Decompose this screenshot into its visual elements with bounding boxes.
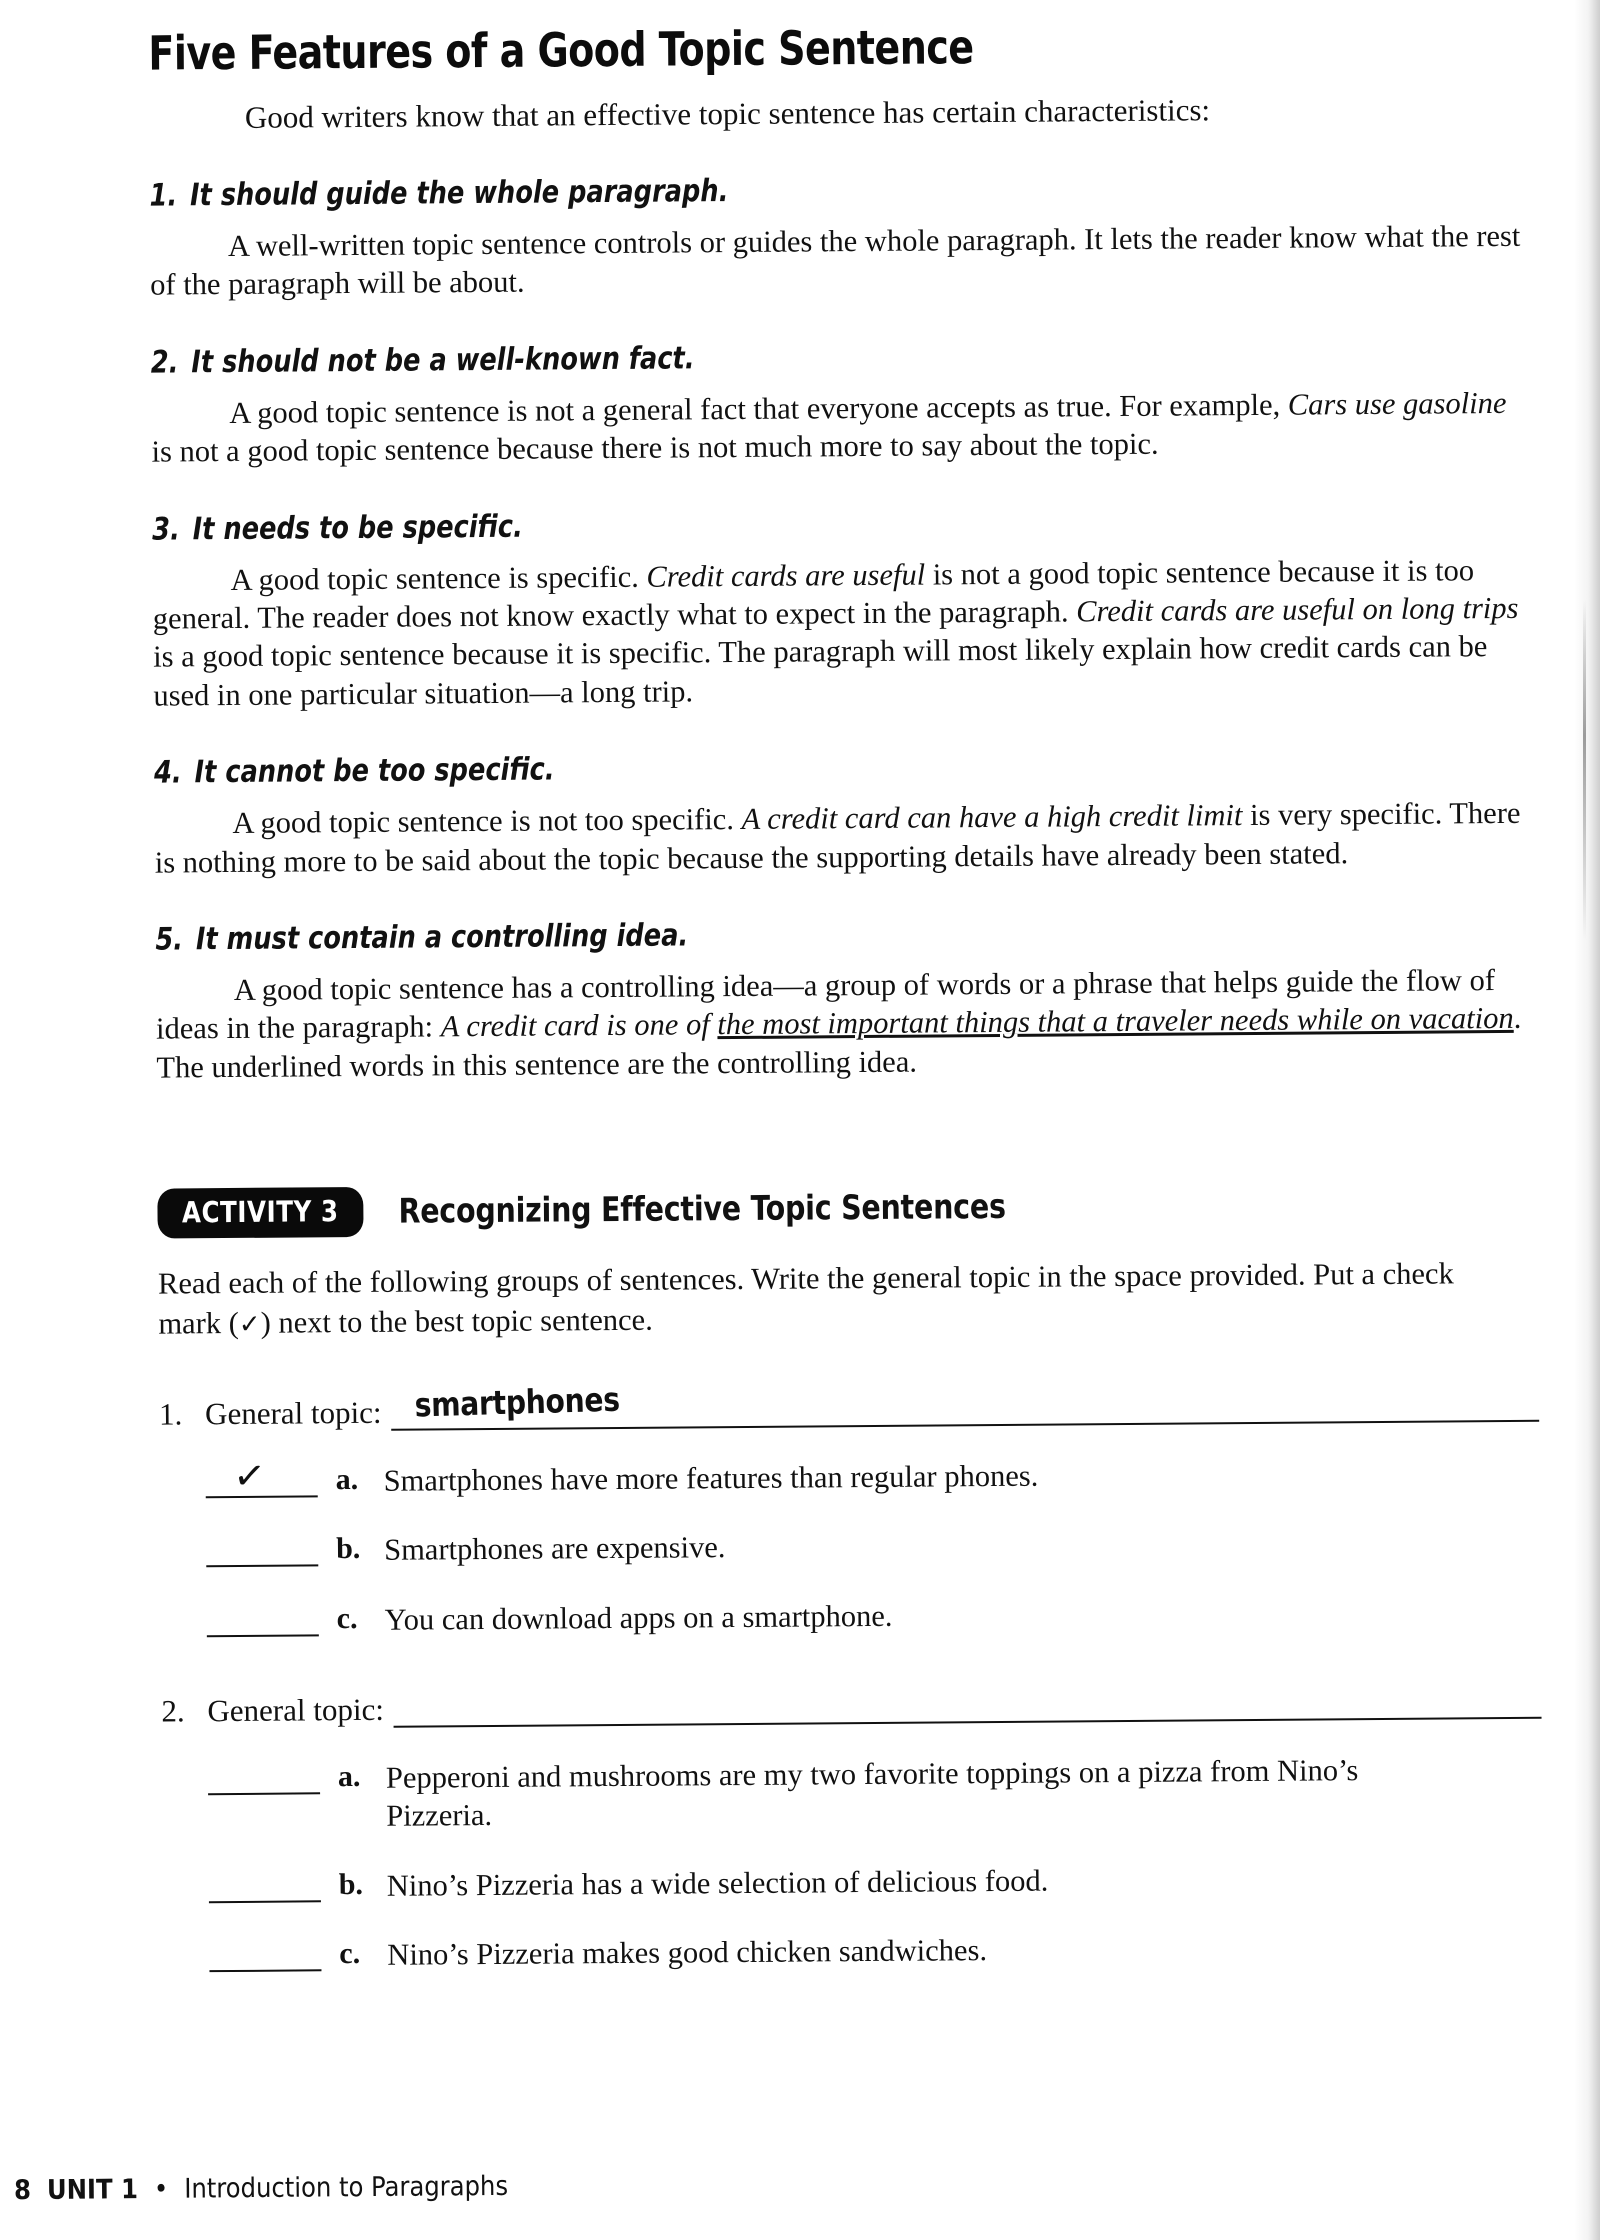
example-phrase-italic: Cars use gasoline: [1287, 385, 1507, 422]
choice-row: [163, 1926, 1543, 1977]
exercise-1-topic-row: [159, 1379, 1539, 1432]
exercise-2-number: 2.: [161, 1693, 185, 1729]
choice-1c-checkbox-line[interactable]: [207, 1601, 319, 1638]
instructions-part-1: Read each of the following groups of sentences. Write the general topic in the space provided. Put a check mark (: [157, 1256, 1454, 1341]
feature-2-body: A good topic sentence is not a general fact that everyone accepts as true. For example, Cars use gasoline is not a good topic sentence because there is not much more to say about the topic.: [151, 385, 1507, 469]
feature-4-number: 4.: [153, 754, 182, 791]
choice-row: [161, 1591, 1541, 1642]
choice-2a-checkbox-line[interactable]: [208, 1758, 320, 1795]
choice-1b-checkbox-line[interactable]: [206, 1531, 318, 1568]
example-phrase-italic: A credit card is one of: [440, 1007, 718, 1044]
check-mark-icon: ✓: [238, 1309, 261, 1340]
feature-4-heading: [154, 745, 1424, 791]
first-line-indent: [150, 256, 228, 257]
choice-row: [159, 1451, 1539, 1502]
choice-1b-text: Smartphones are expensive.: [384, 1530, 726, 1568]
intro-paragraph: Good writers know that an effective topic sentence has certain characteristics:: [244, 92, 1211, 135]
feature-5-heading-text: It must contain a controlling idea.: [195, 917, 689, 958]
first-line-indent: [156, 1000, 234, 1001]
choice-2c-checkbox-line[interactable]: [209, 1936, 321, 1973]
page-title: Five Features of a Good Topic Sentence: [148, 20, 974, 82]
feature-3-body: A good topic sentence is specific. Credit cards are useful is not a good topic sentence because it is too general. The reader does not know exactly what to expect in the paragraph. Credit cards are useful on long trips is a good topic sentence because it is specific. The paragraph will most likely explain how credit cards can be used in one particular situation—a long trip.: [152, 552, 1519, 713]
example-phrase-italic: Credit cards are useful: [646, 557, 926, 594]
feature-block-5: [155, 911, 1536, 1087]
choice-2b-text: Nino’s Pizzeria has a wide selection of delicious food.: [386, 1863, 1049, 1903]
scan-edge-shadow: [1574, 0, 1600, 2240]
example-phrase-italic: Credit cards are useful on long trips: [1076, 590, 1519, 629]
feature-block-3: [152, 500, 1534, 715]
feature-1-number: 1.: [149, 177, 178, 214]
exercise-1-topic-input[interactable]: [391, 1379, 1539, 1430]
feature-2-heading-text: It should not be a well-known fact.: [191, 339, 695, 380]
footer-separator: •: [153, 2173, 169, 2205]
choice-1a-text: Smartphones have more features than regular phones.: [383, 1458, 1039, 1498]
first-line-indent: [153, 589, 231, 590]
choice-row: [160, 1521, 1540, 1572]
feature-1-body: A well-written topic sentence controls or guides the whole paragraph. It lets the reader know what the rest of the paragraph will be about.: [150, 218, 1521, 302]
feature-4-heading-text: It cannot be too specific.: [194, 751, 555, 791]
feature-2-heading: [151, 334, 1421, 380]
activity-title: Recognizing Effective Topic Sentences: [398, 1187, 1006, 1232]
choice-1a-checkbox-line[interactable]: [205, 1451, 317, 1499]
exercise-item-2: [161, 1677, 1543, 1977]
example-phrase-italic: A credit card can have a high credit limit: [741, 798, 1243, 837]
scan-page-crease: [1583, 600, 1586, 940]
first-line-indent: [155, 833, 233, 834]
page-footer: [14, 2171, 508, 2206]
feature-3-heading: [152, 501, 1422, 547]
exercise-2-topic-label: General topic:: [207, 1691, 385, 1729]
activity-instructions: [158, 1254, 1489, 1344]
feature-block-2: [151, 333, 1532, 471]
controlling-idea-underlined: the most important things that a traveler needs while on vacation: [717, 1001, 1514, 1042]
page-content: [148, 0, 1543, 1977]
exercise-2-topic-row: [161, 1677, 1541, 1730]
exercise-1-topic-answer: smartphones: [414, 1379, 621, 1425]
choice-2a-text: Pepperoni and mushrooms are my two favorite toppings on a pizza from Nino’s Pizzeria.: [385, 1753, 1359, 1833]
choice-1b-letter: b.: [336, 1532, 361, 1566]
feature-2-number: 2.: [150, 344, 179, 381]
feature-5-body: A good topic sentence has a controlling idea—a group of words or a phrase that helps guide the flow of ideas in the paragraph: A credit card is one of the most important things that a traveler needs while on vacation. The underlined words in this sentence are the controlling idea.: [155, 963, 1522, 1085]
feature-5-number: 5.: [155, 921, 184, 958]
choice-2b-letter: b.: [338, 1867, 364, 1901]
first-line-indent: [151, 423, 229, 424]
choice-1c-letter: c.: [336, 1602, 358, 1636]
choice-row: [162, 1749, 1543, 1837]
activity-header: [157, 1178, 1537, 1239]
choice-1a-letter: a.: [335, 1462, 359, 1496]
footer-unit: UNIT 1: [46, 2174, 139, 2206]
footer-section: Introduction to Paragraphs: [184, 2170, 509, 2205]
feature-block-1: [149, 167, 1530, 305]
feature-1-heading: [149, 167, 1419, 213]
instructions-part-2: ) next to the best topic sentence.: [260, 1302, 653, 1340]
check-mark-icon: ✓: [231, 1451, 268, 1499]
feature-3-number: 3.: [152, 510, 180, 548]
exercise-2-topic-input[interactable]: [394, 1677, 1542, 1728]
feature-1-heading-text: It should guide the whole paragraph.: [189, 172, 729, 214]
exercise-2-choices: [162, 1749, 1544, 1977]
feature-3-heading-text: It needs to be specific.: [192, 508, 523, 547]
choice-1c-text: You can download apps on a smartphone.: [384, 1599, 893, 1638]
exercise-item-1: [159, 1379, 1541, 1641]
activity-badge: ACTIVITY 3: [157, 1187, 363, 1239]
choice-2b-checkbox-line[interactable]: [209, 1866, 321, 1903]
feature-4-body: A good topic sentence is not too specific. A credit card can have a high credit limit is very specific. There is nothing more to be said about the topic because the supporting details have already been stated.: [154, 796, 1521, 880]
choice-2c-letter: c.: [339, 1937, 361, 1971]
choice-row: [163, 1856, 1543, 1907]
choice-2c-text: Nino’s Pizzeria makes good chicken sandwiches.: [387, 1933, 988, 1973]
feature-5-heading: [155, 912, 1425, 958]
exercise-1-number: 1.: [158, 1395, 183, 1432]
page-number: 8: [13, 2175, 32, 2207]
feature-block-4: [154, 744, 1535, 882]
exercise-1-choices: [159, 1451, 1540, 1641]
exercise-1-topic-label: General topic:: [204, 1394, 382, 1431]
choice-2a-letter: a.: [337, 1760, 361, 1794]
